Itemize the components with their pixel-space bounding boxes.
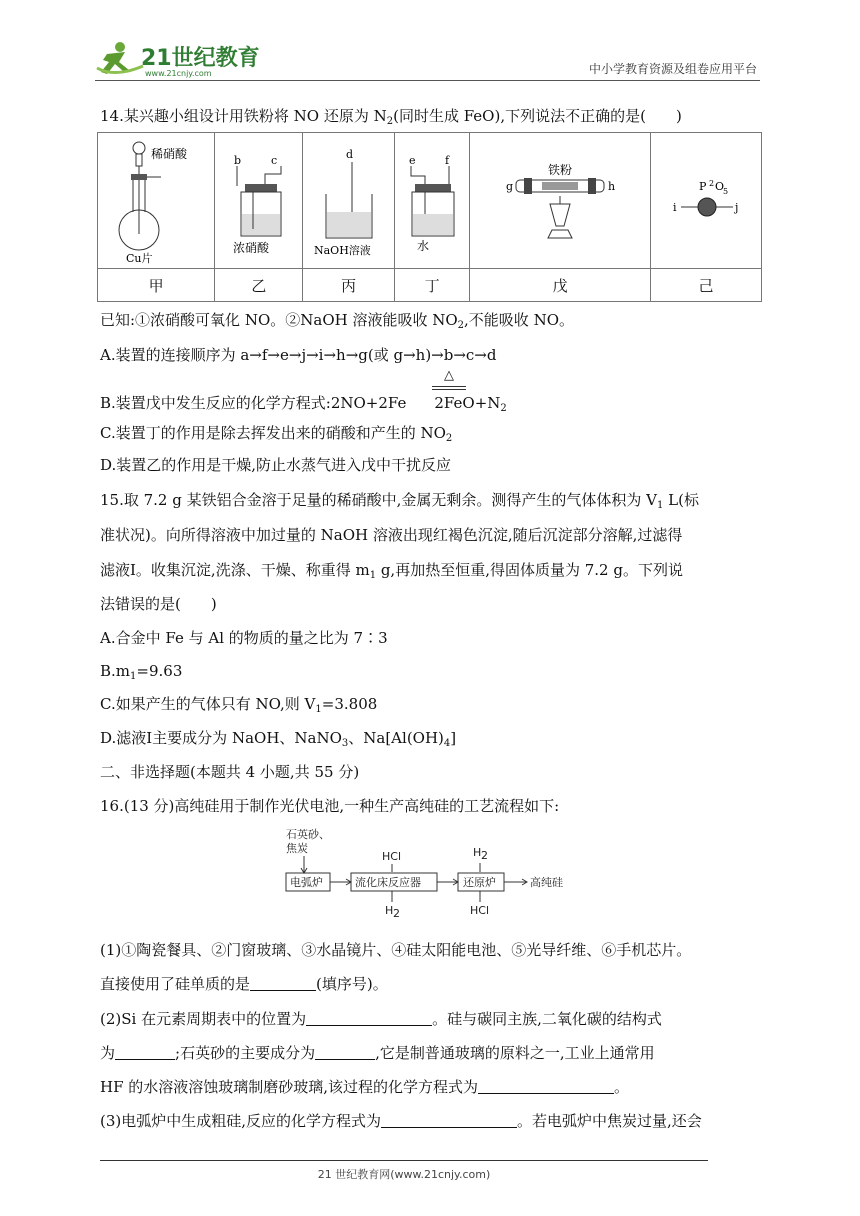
svg-text:j: j	[735, 200, 739, 214]
svg-text:铁粉: 铁粉	[548, 162, 573, 177]
flow-box-reduction-furnace: 还原炉	[463, 876, 496, 889]
apparatus-name-ji: 己	[651, 269, 762, 302]
flow-product: 高纯硅	[530, 876, 563, 889]
answer-blank-5[interactable]	[478, 1077, 614, 1094]
flow-h2-in: H	[473, 846, 482, 859]
q15-line3: 滤液Ⅰ。收集沉淀,洗涤、干燥、称重得 $m_1$ g,再加热至恒重,得固体质量为 7.2 g。下列说	[100, 561, 683, 581]
q15-option-a: A.合金中 Fe 与 Al 的物质的量之比为 7∶3	[100, 629, 388, 647]
site-logo	[95, 38, 265, 80]
section-heading: 二、非选择题(本题共 4 小题,共 55 分)	[100, 763, 360, 781]
q15-option-b: $B.m_1=9.63$	[100, 662, 183, 682]
q14-option-d: D.装置乙的作用是干燥,防止水蒸气进入戊中干扰反应	[100, 456, 452, 474]
q14-known: 已知:①浓硝酸可氧化 NO。②NaOH 溶液能吸收 $NO_2$,不能吸收 NO。	[100, 311, 574, 331]
process-flow-diagram	[282, 826, 582, 922]
svg-text:2: 2	[481, 849, 488, 862]
q14-option-b-arrow-line1	[432, 386, 466, 387]
svg-text:O: O	[715, 179, 725, 193]
flow-box-arc-furnace: 电弧炉	[290, 876, 323, 889]
answer-blank-3[interactable]	[115, 1043, 175, 1060]
svg-text:i: i	[673, 200, 677, 214]
q16-part2-line2: 为 ;石英砂的主要成分为 ,它是制普通玻璃的原料之一,工业上通常用	[100, 1044, 655, 1062]
answer-blank-2[interactable]	[306, 1009, 432, 1026]
svg-text:b: b	[233, 153, 241, 167]
flow-box-reactor: 流化床反应器	[355, 876, 421, 889]
q16-part3-line1: (3)电弧炉中生成粗硅,反应的化学方程式为 。若电弧炉中焦炭过量,还会	[100, 1112, 702, 1130]
footer-text: 21 世纪教育网(www.21cnjy.com)	[317, 1168, 491, 1181]
q14-option-b-condition: △	[444, 368, 454, 383]
flow-h2-out: H	[385, 904, 394, 917]
q14-option-b-arrow-line2	[432, 389, 466, 390]
svg-text:Cu片: Cu片	[126, 251, 153, 264]
svg-text:f: f	[445, 153, 450, 167]
flow-hcl-out: HCl	[470, 904, 490, 917]
apparatus-ji	[651, 133, 762, 269]
apparatus-name-ding: 丁	[394, 269, 469, 302]
svg-text:d: d	[345, 147, 353, 161]
svg-text:2: 2	[393, 907, 400, 920]
svg-text:浓硝酸: 浓硝酸	[232, 240, 269, 255]
q14-option-c: C.装置丁的作用是除去挥发出来的硝酸和产生的 $NO_2$	[100, 424, 453, 444]
apparatus-table	[97, 132, 762, 302]
answer-blank-1[interactable]	[250, 974, 316, 991]
answer-blank-6[interactable]	[381, 1111, 517, 1128]
apparatus-yi	[215, 133, 303, 269]
apparatus-name-yi: 乙	[215, 269, 303, 302]
svg-text:P: P	[699, 179, 707, 193]
svg-text:NaOH溶液: NaOH溶液	[313, 243, 371, 257]
q15-option-d: D.滤液Ⅰ主要成分为 NaOH、NaNO$_3$、$Na[Al(OH)_4]$	[100, 729, 457, 749]
q15-line4: 法错误的是( )	[100, 595, 217, 613]
q16-part1-line2: 直接使用了硅单质的是 (填序号)。	[100, 975, 388, 993]
header-divider	[95, 80, 760, 81]
q14-stem: 14.某兴趣小组设计用铁粉将 NO 还原为 $N_2$(同时生成 FeO),下列说法不正确的是( )	[100, 107, 682, 127]
q16-part2-line1: (2)Si 在元素周期表中的位置为 。硅与碳同主族,二氧化碳的结构式	[100, 1010, 662, 1028]
answer-blank-4[interactable]	[315, 1043, 375, 1060]
q16-part1-line1: (1)①陶瓷餐具、②门窗玻璃、③水晶镜片、④硅太阳能电池、⑤光导纤维、⑥手机芯片。	[100, 941, 692, 959]
flow-input-quartz: 石英砂、	[286, 828, 330, 841]
svg-text:水: 水	[417, 238, 430, 253]
apparatus-name-bing: 丙	[303, 269, 394, 302]
flow-hcl-in: HCl	[382, 850, 402, 863]
svg-text:g: g	[506, 179, 514, 193]
svg-text:h: h	[608, 179, 616, 193]
svg-text:2: 2	[709, 178, 715, 188]
svg-text:稀硝酸: 稀硝酸	[151, 146, 188, 161]
footer-divider	[100, 1160, 708, 1161]
logo-url: www.21cnjy.com	[145, 69, 212, 78]
apparatus-name-jia: 甲	[98, 269, 215, 302]
q16-stem: 16.(13 分)高纯硅用于制作光伏电池,一种生产高纯硅的工艺流程如下:	[100, 797, 560, 815]
q14-option-b: B.装置戊中发生反应的化学方程式:2NO+2Fe $2FeO+N_2$	[100, 394, 507, 414]
q16-part2-line3: HF 的水溶液溶蚀玻璃制磨砂玻璃,该过程的化学方程式为 。	[100, 1078, 630, 1096]
logo-graphic	[95, 38, 265, 80]
svg-text:5: 5	[723, 186, 729, 196]
apparatus-jia	[98, 133, 215, 269]
apparatus-name-wu: 戊	[470, 269, 651, 302]
apparatus-ding	[394, 133, 469, 269]
flow-input-coke: 焦炭	[286, 842, 308, 855]
apparatus-bing	[303, 133, 394, 269]
q15-line2: 准状况)。向所得溶液中加过量的 NaOH 溶液出现红褐色沉淀,随后沉淀部分溶解,过滤得	[100, 526, 683, 544]
apparatus-wu	[470, 133, 651, 269]
q15-line1: 15.取 7.2 g 某铁铝合金溶于足量的稀硝酸中,金属无剩余。测得产生的气体体积为 $V_1$ L(标	[100, 491, 699, 511]
header-platform-name: 中小学教育资源及组卷应用平台	[588, 62, 757, 76]
q15-option-c: C.如果产生的气体只有 NO,则 $V_1=3.808$	[100, 695, 378, 715]
logo-text: 21世纪教育	[141, 46, 260, 71]
svg-text:e: e	[409, 153, 416, 167]
svg-text:c: c	[270, 153, 278, 167]
q14-option-a: A.装置的连接顺序为 a→f→e→j→i→h→g(或 g→h)→b→c→d	[100, 346, 497, 364]
